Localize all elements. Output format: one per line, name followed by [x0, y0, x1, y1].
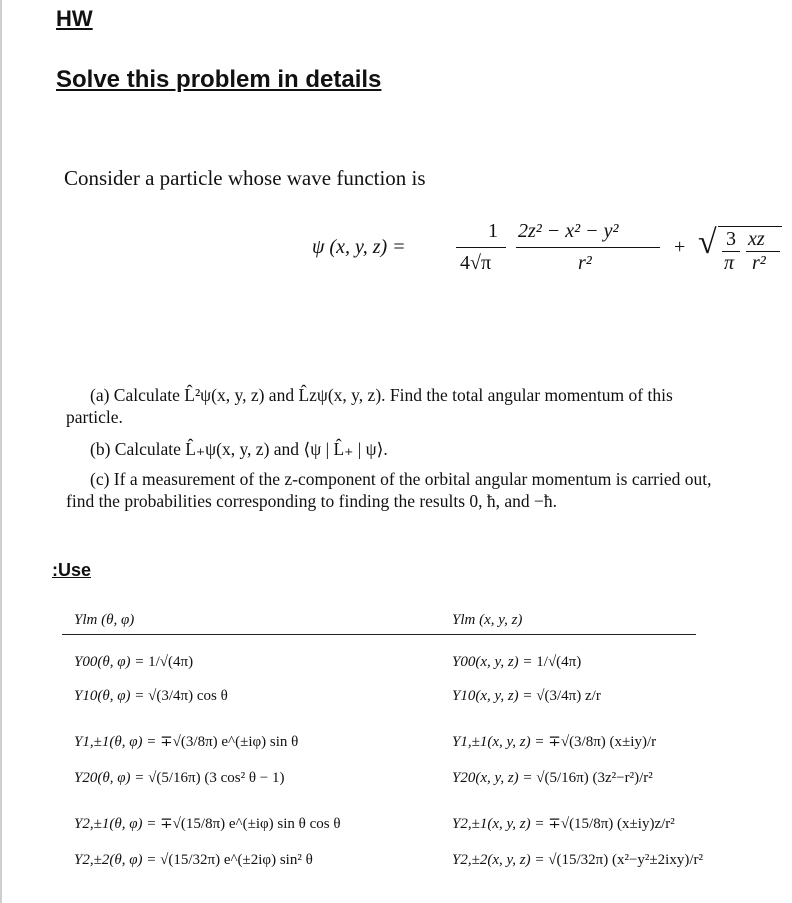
table-row	[74, 770, 284, 787]
row-right-rhs: √(15/32π) (x²−y²±2ixy)/r²	[548, 852, 703, 868]
table-row	[452, 732, 656, 751]
row-left-lhs: Y00(θ, φ) =	[74, 654, 145, 670]
table-row	[452, 852, 703, 869]
eq-lhs: ψ (x, y, z) =	[312, 236, 406, 258]
eq-fracline-1	[456, 247, 506, 248]
row-left-rhs: √(3/4π) cos θ	[148, 688, 228, 704]
row-right-rhs: √(5/16π) (3z²−r²)/r²	[536, 770, 653, 786]
hw-heading: HW	[56, 6, 93, 31]
eq-term1-den: 4√π	[460, 252, 492, 274]
row-right-rhs: ∓√(3/8π) (x±iy)/r	[548, 734, 657, 750]
table-row	[452, 770, 653, 787]
row-left-lhs: Y10(θ, φ) =	[74, 688, 145, 704]
eq-term1-frac-num: 2z² − x² − y²	[518, 220, 619, 242]
wave-function-equation	[312, 214, 782, 284]
row-right-lhs: Y10(x, y, z) =	[452, 688, 533, 704]
col-header-left: Ylm (θ, φ)	[74, 612, 135, 628]
eq-term2-frac-den: r²	[752, 252, 766, 274]
row-left-rhs: √(5/16π) (3 cos² θ − 1)	[148, 770, 285, 786]
part-c-line1: (c) If a measurement of the z-component of the orbital angular momentum is carried out,	[90, 469, 712, 489]
eq-term2-frac-num: xz	[748, 228, 765, 250]
row-left-lhs: Y2,±2(θ, φ) =	[74, 852, 157, 868]
table-row	[452, 814, 675, 833]
row-left-lhs: Y20(θ, φ) =	[74, 770, 145, 786]
use-label: :Use	[52, 560, 92, 580]
row-right-lhs: Y00(x, y, z) =	[452, 654, 533, 670]
col-header-right: Ylm (x, y, z)	[452, 612, 523, 628]
table-row	[452, 688, 601, 705]
eq-term1-num: 1	[488, 220, 498, 242]
sqrt-icon: √	[698, 224, 717, 261]
row-left-rhs: ∓√(3/8π) e^(±iφ) sin θ	[160, 734, 299, 750]
row-left-lhs: Y2,±1(θ, φ) =	[74, 816, 157, 832]
row-right-lhs: Y20(x, y, z) =	[452, 770, 533, 786]
eq-sqrt-bar	[718, 226, 782, 227]
eq-term2-den: π	[724, 252, 735, 274]
row-left-rhs: 1/√(4π)	[148, 654, 194, 670]
table-row	[452, 654, 581, 671]
row-left-lhs: Y1,±1(θ, φ) =	[74, 734, 157, 750]
part-a-line2: particle.	[66, 407, 123, 427]
row-right-rhs: √(3/4π) z/r	[536, 688, 601, 704]
eq-term1-frac-den: r²	[578, 252, 592, 274]
table-divider	[62, 634, 696, 635]
part-a-line1: (a) Calculate L̂²ψ(x, y, z) and L̂zψ(x, y, z). Find the total angular momentum of this	[90, 385, 673, 405]
table-row	[74, 688, 228, 705]
page-title: Solve this problem in details	[56, 66, 382, 93]
row-left-rhs: ∓√(15/8π) e^(±iφ) sin θ cos θ	[160, 816, 341, 832]
row-left-rhs: √(15/32π) e^(±2iφ) sin² θ	[160, 852, 313, 868]
eq-fracline-2	[516, 247, 660, 248]
row-right-lhs: Y2,±2(x, y, z) =	[452, 852, 545, 868]
table-row	[74, 654, 193, 671]
part-c-line2: find the probabilities corresponding to finding the results 0, ħ, and −ħ.	[66, 491, 558, 511]
eq-term2-num: 3	[726, 228, 736, 250]
eq-plus: +	[674, 236, 686, 258]
table-row	[74, 852, 313, 869]
row-right-rhs: ∓√(15/8π) (x±iy)z/r²	[548, 816, 675, 832]
table-row	[74, 732, 298, 751]
row-right-lhs: Y2,±1(x, y, z) =	[452, 816, 545, 832]
part-b: (b) Calculate L̂₊ψ(x, y, z) and ⟨ψ | L̂₊ | ψ⟩.	[90, 439, 388, 459]
table-row	[74, 814, 341, 833]
problem-intro: Consider a particle whose wave function is	[64, 166, 426, 190]
row-right-rhs: 1/√(4π)	[536, 654, 582, 670]
row-right-lhs: Y1,±1(x, y, z) =	[452, 734, 545, 750]
